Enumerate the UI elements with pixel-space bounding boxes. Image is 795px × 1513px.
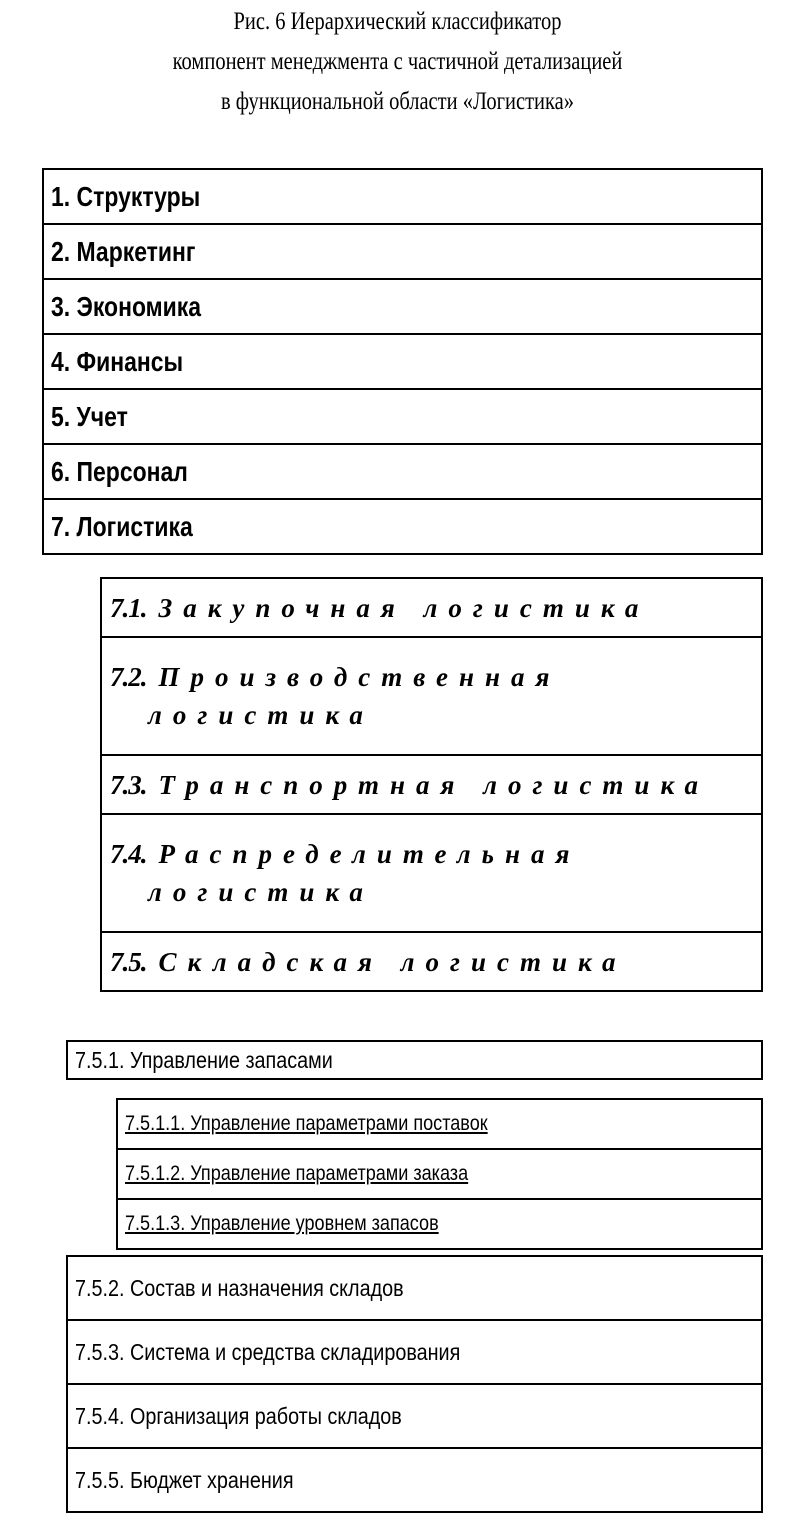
- level2-number: 7.5.: [110, 946, 147, 977]
- level1-row-logistics: [43, 499, 762, 554]
- level1-label: 4. Финансы: [51, 345, 184, 377]
- level4-row: [117, 1149, 762, 1199]
- level1-label: 7. Логистика: [51, 510, 193, 542]
- level2-row-transport: [101, 755, 762, 814]
- level3-label: 7.5.4. Организация работы складов: [75, 1402, 402, 1429]
- level1-label: 1. Структуры: [51, 180, 201, 212]
- level2-number: 7.3.: [110, 769, 147, 800]
- level3-label: 7.5.3. Система и средства складирования: [75, 1338, 461, 1365]
- level3-label: 7.5.5. Бюджет хранения: [75, 1466, 294, 1493]
- caption-line: компонент менеджмента с частичной детализацией: [172, 48, 623, 75]
- level4-label: 7.5.1.3. Управление уровнем запасов: [125, 1212, 439, 1235]
- level3-row-inventory: [67, 1041, 762, 1079]
- level1-row-marketing: [43, 224, 762, 279]
- level4-row: [117, 1099, 762, 1149]
- level3-row-composition: [67, 1256, 762, 1320]
- level2-row-distribution: [101, 814, 762, 932]
- level4-table: [116, 1098, 763, 1250]
- level2-label-continuation: логистика: [148, 877, 374, 907]
- level1-label: 3. Экономика: [51, 290, 202, 322]
- level4-label: 7.5.1.2. Управление параметрами заказа: [125, 1162, 469, 1185]
- caption-line: в функциональной области «Логистика»: [220, 88, 575, 115]
- level2-row-warehouse: [101, 932, 762, 991]
- level3-row-organization: [67, 1384, 762, 1448]
- level3-label: 7.5.2. Состав и назначения складов: [75, 1274, 404, 1301]
- level1-label: 2. Маркетинг: [51, 235, 196, 267]
- level2-label: Закупочная логистика: [158, 592, 650, 623]
- level2-label: Складская логистика: [158, 946, 627, 977]
- level2-number: 7.2.: [110, 662, 147, 692]
- level1-row-accounting: [43, 389, 762, 444]
- level2-row-procurement: [101, 578, 762, 637]
- level3-warehouse-table: [66, 1255, 763, 1513]
- level1-row-finance: [43, 334, 762, 389]
- level2-label: Производственная: [158, 662, 561, 692]
- caption-line: Рис. 6 Иерархический классификатор: [233, 8, 562, 35]
- level3-label: 7.5.1. Управление запасами: [75, 1046, 333, 1073]
- level1-row-structures: [43, 169, 762, 224]
- level3-row-budget: [67, 1448, 762, 1512]
- level1-table: [42, 168, 763, 555]
- level2-label: Транспортная логистика: [158, 769, 709, 800]
- figure-caption: [72, 2, 724, 122]
- level1-label: 6. Персонал: [51, 455, 188, 487]
- level2-number: 7.1.: [110, 592, 147, 623]
- level1-row-economics: [43, 279, 762, 334]
- level2-table: [100, 577, 763, 992]
- level2-row-production: [101, 637, 762, 755]
- level3-inventory-table: [66, 1040, 763, 1080]
- level4-row: [117, 1199, 762, 1249]
- level2-label-continuation: логистика: [148, 700, 374, 730]
- level2-number: 7.4.: [110, 839, 147, 869]
- level4-label: 7.5.1.1. Управление параметрами поставок: [125, 1112, 488, 1135]
- level3-row-storage-system: [67, 1320, 762, 1384]
- level1-label: 5. Учет: [51, 400, 128, 432]
- level1-row-personnel: [43, 444, 762, 499]
- level2-label: Распределительная: [158, 839, 581, 869]
